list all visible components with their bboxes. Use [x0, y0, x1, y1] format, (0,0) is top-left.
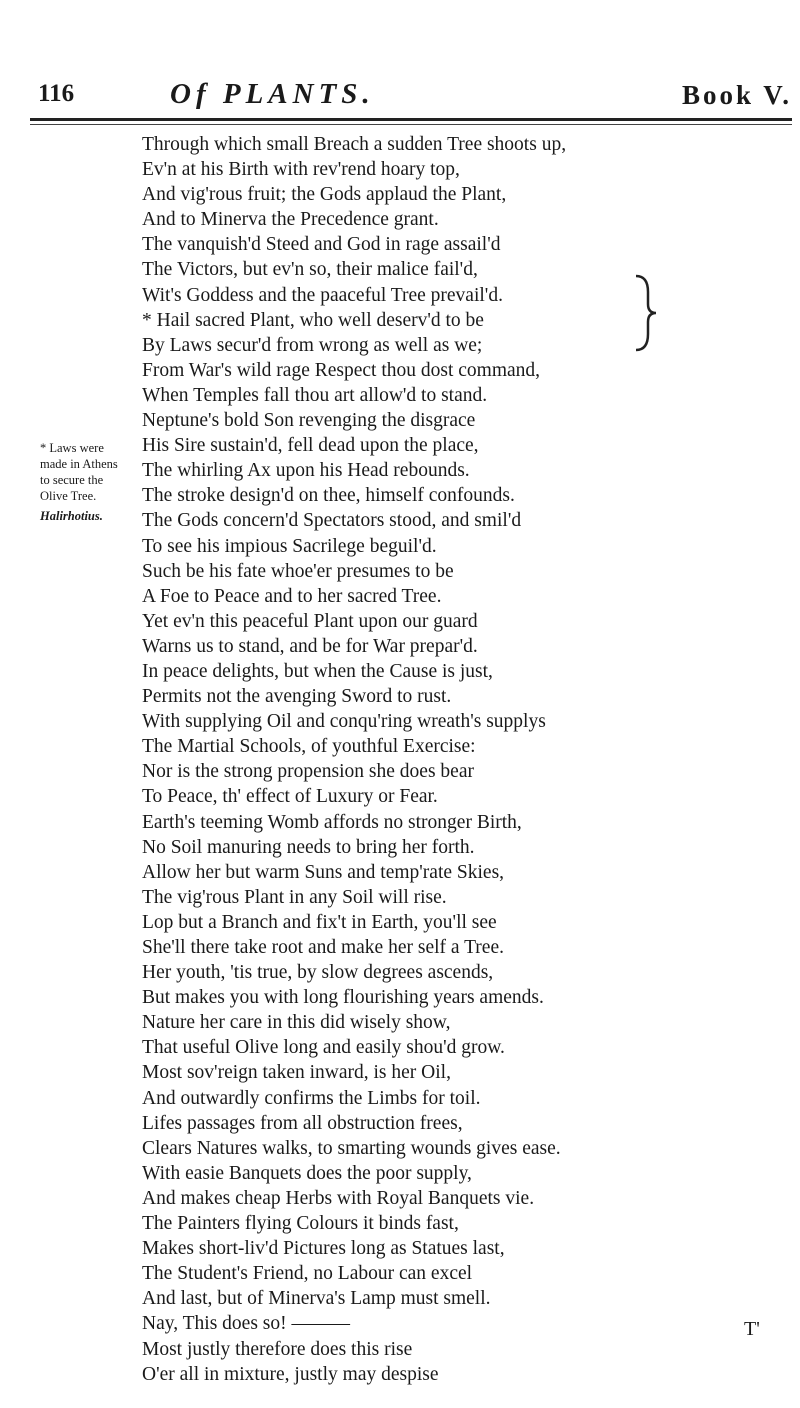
page-header — [30, 80, 792, 110]
poem-line: Warns us to stand, and be for War prepar'd. — [142, 635, 478, 657]
poem-line: The Martial Schools, of youthful Exercise: — [142, 736, 476, 758]
poem-line: * Hail sacred Plant, who well deserv'd to be — [142, 309, 484, 331]
header-rule — [30, 118, 792, 121]
poem-line: O'er all in mixture, justly may despise — [142, 1363, 439, 1385]
poem-line: In peace delights, but when the Cause is just, — [142, 660, 493, 682]
poem-line: And to Minerva the Precedence grant. — [142, 209, 439, 231]
margin-note-laws: * Laws were made in Athens to secure the Olive Tree. — [40, 441, 118, 503]
poem-line: With supplying Oil and conqu'ring wreath's supplys — [142, 711, 546, 733]
poem-line: Yet ev'n this peaceful Plant upon our guard — [142, 610, 478, 632]
poem-line: Most justly therefore does this rise — [142, 1338, 413, 1360]
poem-line: That useful Olive long and easily shou'd grow. — [142, 1037, 505, 1059]
poem-line: Clears Natures walks, to smarting wounds gives ease. — [142, 1137, 561, 1159]
poem-line: The Gods concern'd Spectators stood, and smil'd — [142, 510, 522, 532]
page-number: 116 — [38, 80, 75, 107]
poem-line: Nature her care in this did wisely show, — [142, 1012, 451, 1034]
poem-text — [142, 132, 782, 1387]
poem-line: And vig'rous fruit; the Gods applaud the Plant, — [142, 184, 507, 206]
poem-line: Neptune's bold Son revenging the disgrace — [142, 410, 476, 432]
poem-line: When Temples fall thou art allow'd to stand. — [142, 384, 488, 406]
poem-line: From War's wild rage Respect thou dost command, — [142, 359, 541, 381]
poem-line: Earth's teeming Womb affords no stronger Birth, — [142, 811, 522, 833]
header-rule-thin — [30, 124, 792, 125]
poem-line: The whirling Ax upon his Head rebounds. — [142, 460, 470, 482]
poem-line: By Laws secur'd from wrong as well as we; — [142, 334, 483, 356]
poem-line: Through which small Breach a sudden Tree shoots up, — [142, 134, 567, 155]
catchword: T' — [744, 1318, 760, 1340]
poem-line: And makes cheap Herbs with Royal Banquets vie. — [142, 1187, 535, 1209]
poem-line: To see his impious Sacrilege beguil'd. — [142, 535, 437, 557]
poem-line: The Victors, but ev'n so, their malice fail'd, — [142, 259, 478, 281]
poem-line: The vig'rous Plant in any Soil will rise. — [142, 886, 447, 908]
poem-line: Most sov'reign taken inward, is her Oil, — [142, 1062, 451, 1084]
poem-line: The Student's Friend, no Labour can excel — [142, 1263, 473, 1285]
poem-line: Her youth, 'tis true, by slow degrees ascends, — [142, 962, 494, 984]
poem-line: And last, but of Minerva's Lamp must smell. — [142, 1288, 491, 1310]
poem-line: But makes you with long flourishing years amends. — [142, 987, 544, 1009]
margin-note-halirhotius: Halirhotius. — [40, 509, 103, 523]
poem-line: The Painters flying Colours it binds fast, — [142, 1213, 459, 1235]
poem-line: A Foe to Peace and to her sacred Tree. — [142, 585, 442, 607]
poem-line: His Sire sustain'd, fell dead upon the place, — [142, 435, 479, 457]
book-label: Book V. — [681, 80, 792, 110]
poem-line: Makes short-liv'd Pictures long as Statues last, — [142, 1238, 505, 1260]
poem-line: The vanquish'd Steed and God in rage assail'd — [142, 234, 501, 256]
poem-line: Lop but a Branch and fix't in Earth, you'll see — [142, 911, 497, 933]
poem-line: Lifes passages from all obstruction frees, — [142, 1112, 463, 1134]
running-title: Of PLANTS. — [170, 78, 375, 110]
poem-line: Permits not the avenging Sword to rust. — [142, 686, 452, 708]
poem-line: Nor is the strong propension she does bear — [142, 761, 474, 783]
poem-line: Ev'n at his Birth with rev'rend hoary top, — [142, 159, 460, 181]
poem-line: No Soil manuring needs to bring her forth. — [142, 836, 475, 858]
poem-line: Wit's Goddess and the paaceful Tree prevail'd. — [142, 284, 503, 306]
poem-line: Nay, This does so! ——— — [142, 1313, 350, 1335]
poem-line: She'll there take root and make her self a Tree. — [142, 937, 504, 958]
poem-line: With easie Banquets does the poor supply, — [142, 1162, 472, 1184]
poem-line: Allow her but warm Suns and temp'rate Skies, — [142, 861, 505, 883]
poem-line: Such be his fate whoe'er presumes to be — [142, 560, 454, 582]
poem-line: To Peace, th' effect of Luxury or Fear. — [142, 786, 438, 808]
poem-line: And outwardly confirms the Limbs for toil. — [142, 1087, 481, 1109]
poem-line: The stroke design'd on thee, himself confounds. — [142, 485, 515, 507]
